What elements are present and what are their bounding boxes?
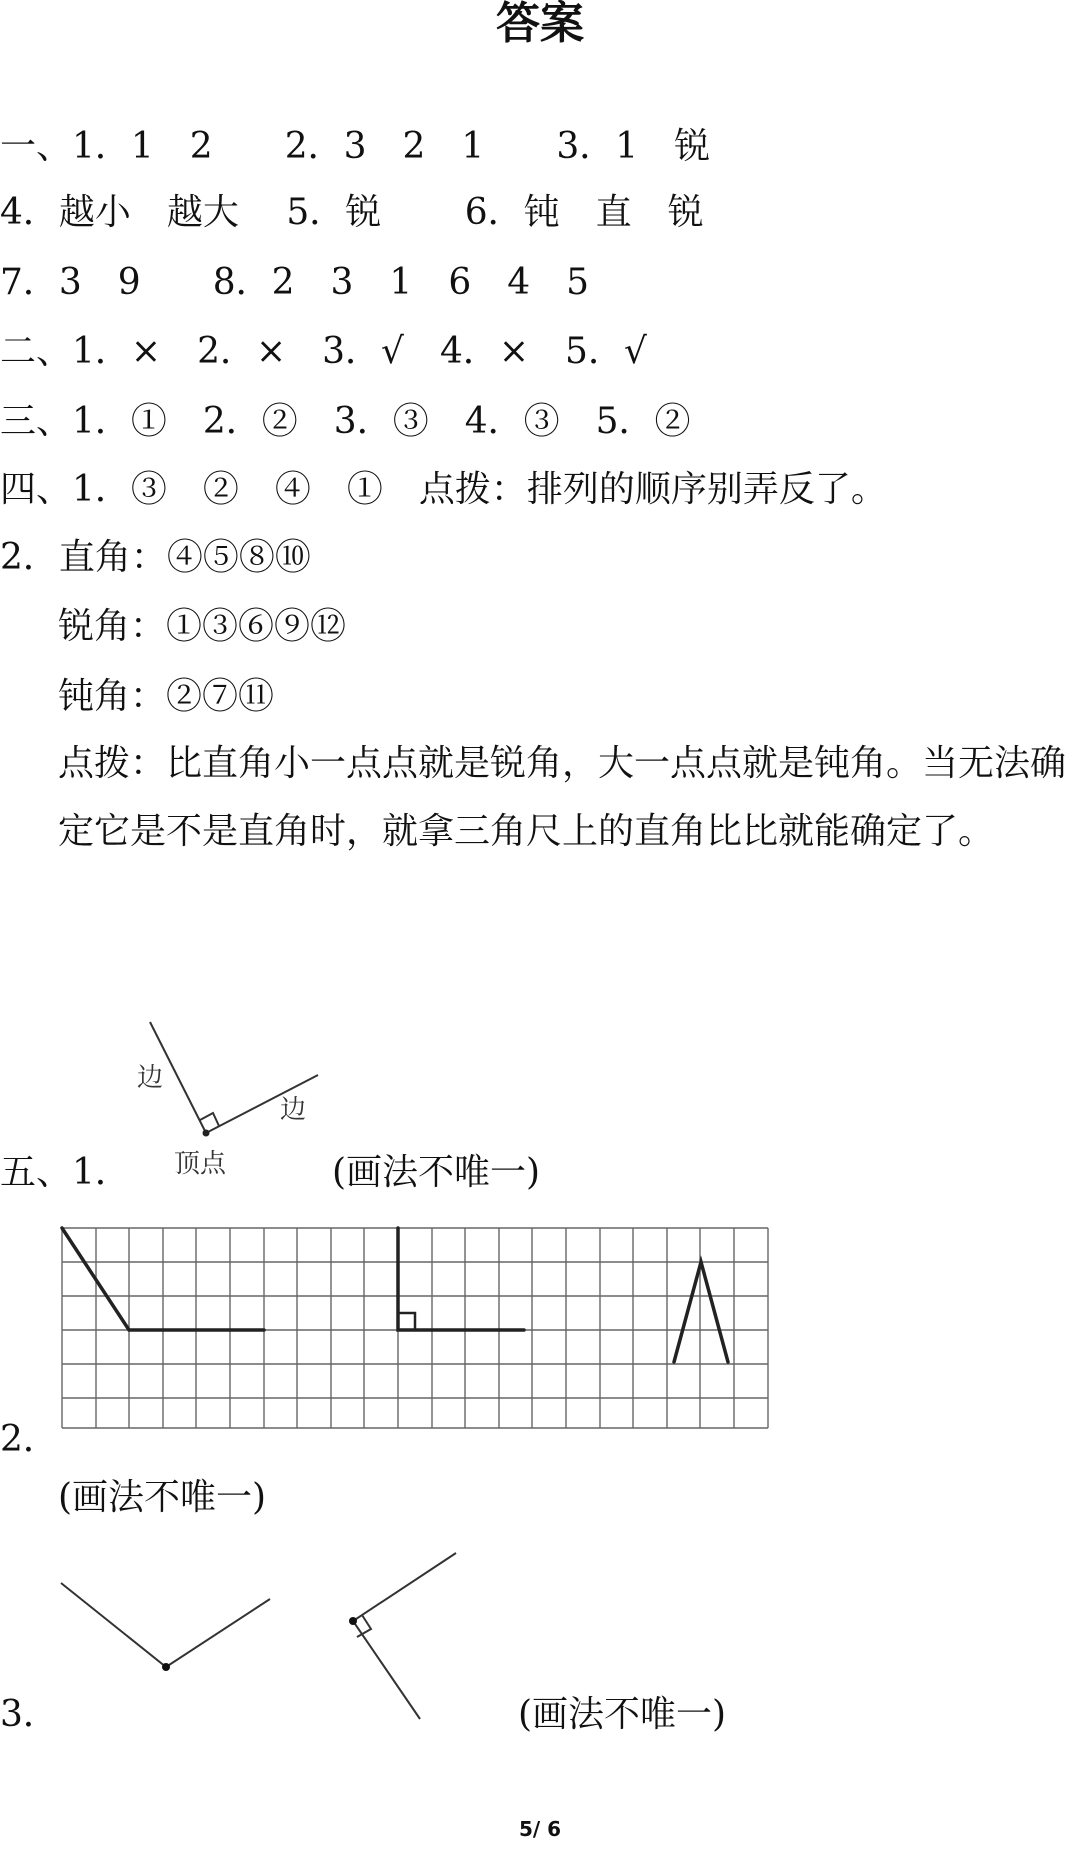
answer-section-2: 二、1．× 2．× 3．√ 4．× 5．√ <box>0 331 647 372</box>
label-side-right: 边 <box>280 1095 307 1125</box>
section-5-q2-label: 2． <box>0 1419 59 1460</box>
label-side-left: 边 <box>137 1063 164 1093</box>
answer-hint-line-1: 点拨：比直角小一点点就是锐角，大一点点就是钝角。当无法确 <box>58 743 1067 784</box>
section-5-q3-note: (画法不唯一) <box>518 1694 727 1735</box>
page-number: 5/ 6 <box>518 1817 562 1841</box>
answer-hint-line-2: 定它是不是直角时，就拿三角尺上的直角比比就能确定了。 <box>58 811 995 852</box>
answer-section-4-acute-angles: 锐角：①③⑥⑨⑫ <box>58 606 347 647</box>
label-vertex: 顶点 <box>174 1149 227 1179</box>
answer-line-1: 一、1．1 2 2．3 2 1 3．1 锐 <box>0 126 711 167</box>
answer-line-3: 7．3 9 8．2 3 1 6 4 5 <box>0 262 590 303</box>
answer-section-4-right-angles: 2．直角：④⑤⑧⑩ <box>0 537 311 578</box>
section-5-q1-label: 五、1． <box>0 1152 131 1193</box>
section-5-q2-note: (画法不唯一) <box>58 1477 267 1518</box>
answer-section-3: 三、1．① 2．② 3．③ 4．③ 5．② <box>0 401 691 442</box>
page-title: 答案 <box>496 0 584 49</box>
answer-section-4-obtuse-angles: 钝角：②⑦⑪ <box>58 676 275 717</box>
section-5-q1-note: (画法不唯一) <box>332 1152 541 1193</box>
answer-line-2: 4．越小 越大 5．锐 6．钝 直 锐 <box>0 192 704 233</box>
section-5-q3-label: 3． <box>0 1694 59 1735</box>
answer-section-4-q1: 四、1．③ ② ④ ① 点拨：排列的顺序别弄反了。 <box>0 469 887 510</box>
